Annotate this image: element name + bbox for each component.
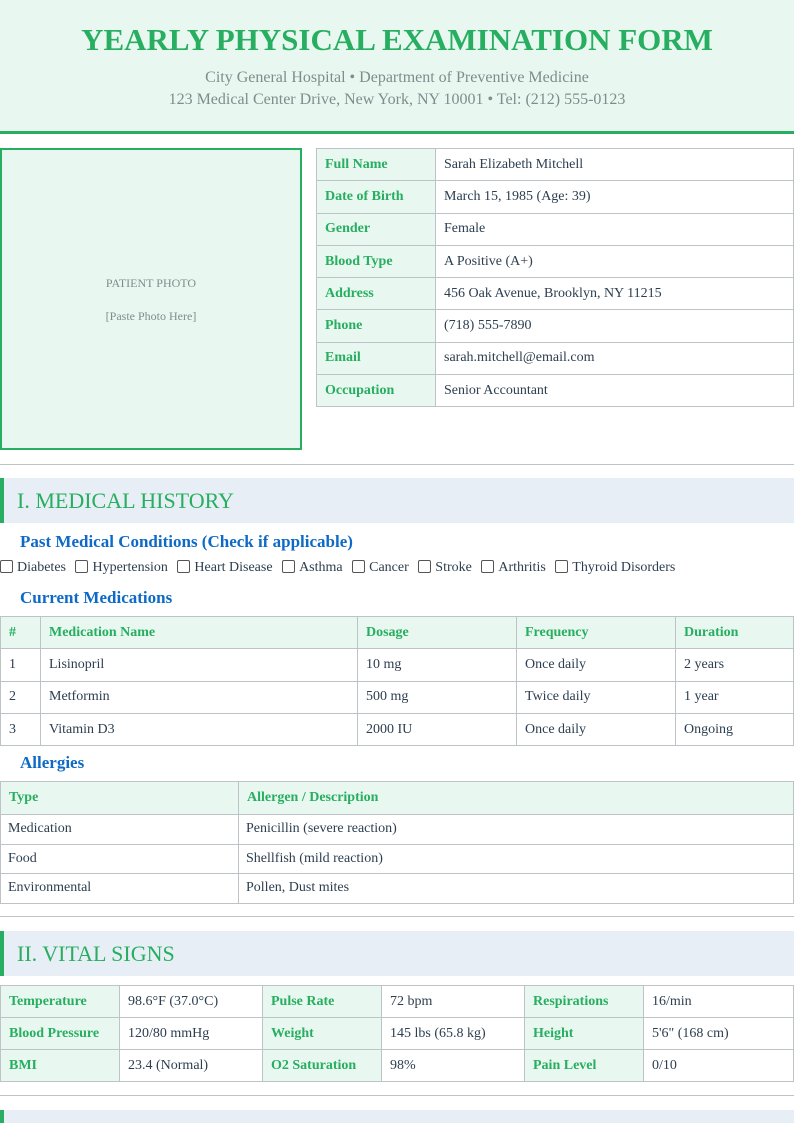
checkbox-arthritis[interactable]: Arthritis: [481, 560, 545, 576]
cell[interactable]: Lisinopril: [41, 649, 358, 681]
info-value-email[interactable]: sarah.mitchell@email.com: [436, 342, 794, 374]
vital-value-o2-saturation[interactable]: 98%: [382, 1050, 525, 1082]
info-value-phone[interactable]: (718) 555-7890: [436, 310, 794, 342]
checkbox-icon[interactable]: [177, 560, 190, 573]
address-line: 123 Medical Center Drive, New York, NY 10001 • Tel: (212) 555-0123: [168, 91, 626, 108]
info-label: Date of Birth: [317, 181, 436, 213]
section-header-next: [0, 1110, 794, 1123]
hospital-line: City General Hospital • Department of Preventive Medicine: [205, 69, 589, 86]
checkbox-icon[interactable]: [0, 560, 13, 573]
divider: [0, 916, 794, 917]
cell[interactable]: Ongoing: [676, 713, 794, 745]
medications-table: [0, 616, 794, 746]
col-header: Duration: [676, 617, 794, 649]
cell[interactable]: Environmental: [1, 874, 239, 904]
table-row: [1, 874, 794, 904]
cell[interactable]: 10 mg: [358, 649, 517, 681]
info-label: Full Name: [317, 149, 436, 181]
section-title: II. VITAL SIGNS: [17, 941, 175, 966]
info-value-address[interactable]: 456 Oak Avenue, Brooklyn, NY 11215: [436, 278, 794, 310]
info-label: Phone: [317, 310, 436, 342]
checkbox-diabetes[interactable]: Diabetes: [0, 560, 66, 576]
cell[interactable]: Shellfish (mild reaction): [239, 844, 794, 874]
cell[interactable]: 2 years: [676, 649, 794, 681]
vital-label: BMI: [1, 1050, 120, 1082]
info-value-occupation[interactable]: Senior Accountant: [436, 375, 794, 407]
vital-signs-table: [0, 985, 794, 1082]
vital-value-height[interactable]: 5'6" (168 cm): [644, 1018, 794, 1050]
patient-info-table: [316, 148, 794, 407]
cell[interactable]: 1: [1, 649, 41, 681]
checkbox-icon[interactable]: [481, 560, 494, 573]
info-value-full-name[interactable]: Sarah Elizabeth Mitchell: [436, 149, 794, 181]
col-header: Frequency: [517, 617, 676, 649]
patient-photo-box[interactable]: [0, 148, 302, 450]
divider: [0, 464, 794, 465]
col-header: Type: [1, 782, 239, 815]
form-header: [0, 0, 794, 134]
col-header: Dosage: [358, 617, 517, 649]
info-row-dob: [317, 181, 794, 213]
vital-label: Temperature: [1, 986, 120, 1018]
photo-label: PATIENT PHOTO: [105, 276, 197, 290]
checkbox-icon[interactable]: [352, 560, 365, 573]
checkbox-icon[interactable]: [418, 560, 431, 573]
checkbox-icon[interactable]: [555, 560, 568, 573]
section-title: I. MEDICAL HISTORY: [17, 488, 234, 513]
table-row: [1, 1050, 794, 1082]
info-row-gender: [317, 213, 794, 245]
info-row-address: [317, 278, 794, 310]
vital-label: Height: [525, 1018, 644, 1050]
vital-value-blood-pressure[interactable]: 120/80 mmHg: [120, 1018, 263, 1050]
info-row-email: [317, 342, 794, 374]
col-header: Allergen / Description: [239, 782, 794, 815]
info-value-gender[interactable]: Female: [436, 213, 794, 245]
vital-label: O2 Saturation: [263, 1050, 382, 1082]
info-row-blood-type: [317, 245, 794, 277]
vital-value-weight[interactable]: 145 lbs (65.8 kg): [382, 1018, 525, 1050]
cell[interactable]: Food: [1, 844, 239, 874]
cell[interactable]: 500 mg: [358, 681, 517, 713]
section-header-medical-history: [0, 478, 794, 523]
table-row: [1, 844, 794, 874]
vital-label: Respirations: [525, 986, 644, 1018]
cell[interactable]: Vitamin D3: [41, 713, 358, 745]
medications-heading: Current Medications: [20, 588, 173, 607]
checkbox-cancer[interactable]: Cancer: [352, 560, 409, 576]
cell[interactable]: Penicillin (severe reaction): [239, 815, 794, 845]
vital-label: Weight: [263, 1018, 382, 1050]
checkbox-thyroid-disorders[interactable]: Thyroid Disorders: [555, 560, 675, 576]
conditions-heading: Past Medical Conditions (Check if applicable): [20, 532, 353, 551]
cell[interactable]: 2000 IU: [358, 713, 517, 745]
checkbox-hypertension[interactable]: Hypertension: [75, 560, 167, 576]
vital-label: Pain Level: [525, 1050, 644, 1082]
info-label: Occupation: [317, 375, 436, 407]
table-header-row: [1, 782, 794, 815]
table-row: [1, 713, 794, 745]
cell[interactable]: 2: [1, 681, 41, 713]
cell[interactable]: Medication: [1, 815, 239, 845]
checkbox-icon[interactable]: [282, 560, 295, 573]
info-label: Address: [317, 278, 436, 310]
cell[interactable]: Once daily: [517, 713, 676, 745]
table-row: [1, 1018, 794, 1050]
vital-value-pain-level[interactable]: 0/10: [644, 1050, 794, 1082]
cell[interactable]: 3: [1, 713, 41, 745]
table-header-row: [1, 617, 794, 649]
cell[interactable]: Pollen, Dust mites: [239, 874, 794, 904]
conditions-checklist: [0, 560, 794, 580]
info-label: Email: [317, 342, 436, 374]
info-value-dob[interactable]: March 15, 1985 (Age: 39): [436, 181, 794, 213]
checkbox-heart-disease[interactable]: Heart Disease: [177, 560, 272, 576]
allergies-table: [0, 781, 794, 904]
checkbox-icon[interactable]: [75, 560, 88, 573]
cell[interactable]: 1 year: [676, 681, 794, 713]
info-label: Blood Type: [317, 245, 436, 277]
vital-value-pulse[interactable]: 72 bpm: [382, 986, 525, 1018]
table-row: [1, 815, 794, 845]
section-header-vital-signs: [0, 931, 794, 976]
info-row-occupation: [317, 375, 794, 407]
table-row: [1, 681, 794, 713]
cell[interactable]: Once daily: [517, 649, 676, 681]
vital-value-bmi[interactable]: 23.4 (Normal): [120, 1050, 263, 1082]
divider: [0, 1095, 794, 1096]
table-row: [1, 986, 794, 1018]
vital-value-respirations[interactable]: 16/min: [644, 986, 794, 1018]
info-label: Gender: [317, 213, 436, 245]
info-row-full-name: [317, 149, 794, 181]
checkbox-stroke[interactable]: Stroke: [418, 560, 472, 576]
table-row: [1, 649, 794, 681]
photo-placeholder: [Paste Photo Here]: [105, 309, 197, 323]
allergies-heading: Allergies: [20, 753, 85, 772]
info-row-phone: [317, 310, 794, 342]
vital-value-temperature[interactable]: 98.6°F (37.0°C): [120, 986, 263, 1018]
vital-label: Blood Pressure: [1, 1018, 120, 1050]
info-value-blood-type[interactable]: A Positive (A+): [436, 245, 794, 277]
cell[interactable]: Twice daily: [517, 681, 676, 713]
form-title: YEARLY PHYSICAL EXAMINATION FORM: [81, 22, 713, 57]
checkbox-asthma[interactable]: Asthma: [282, 560, 343, 576]
col-header: Medication Name: [41, 617, 358, 649]
cell[interactable]: Metformin: [41, 681, 358, 713]
vital-label: Pulse Rate: [263, 986, 382, 1018]
col-header: #: [1, 617, 41, 649]
